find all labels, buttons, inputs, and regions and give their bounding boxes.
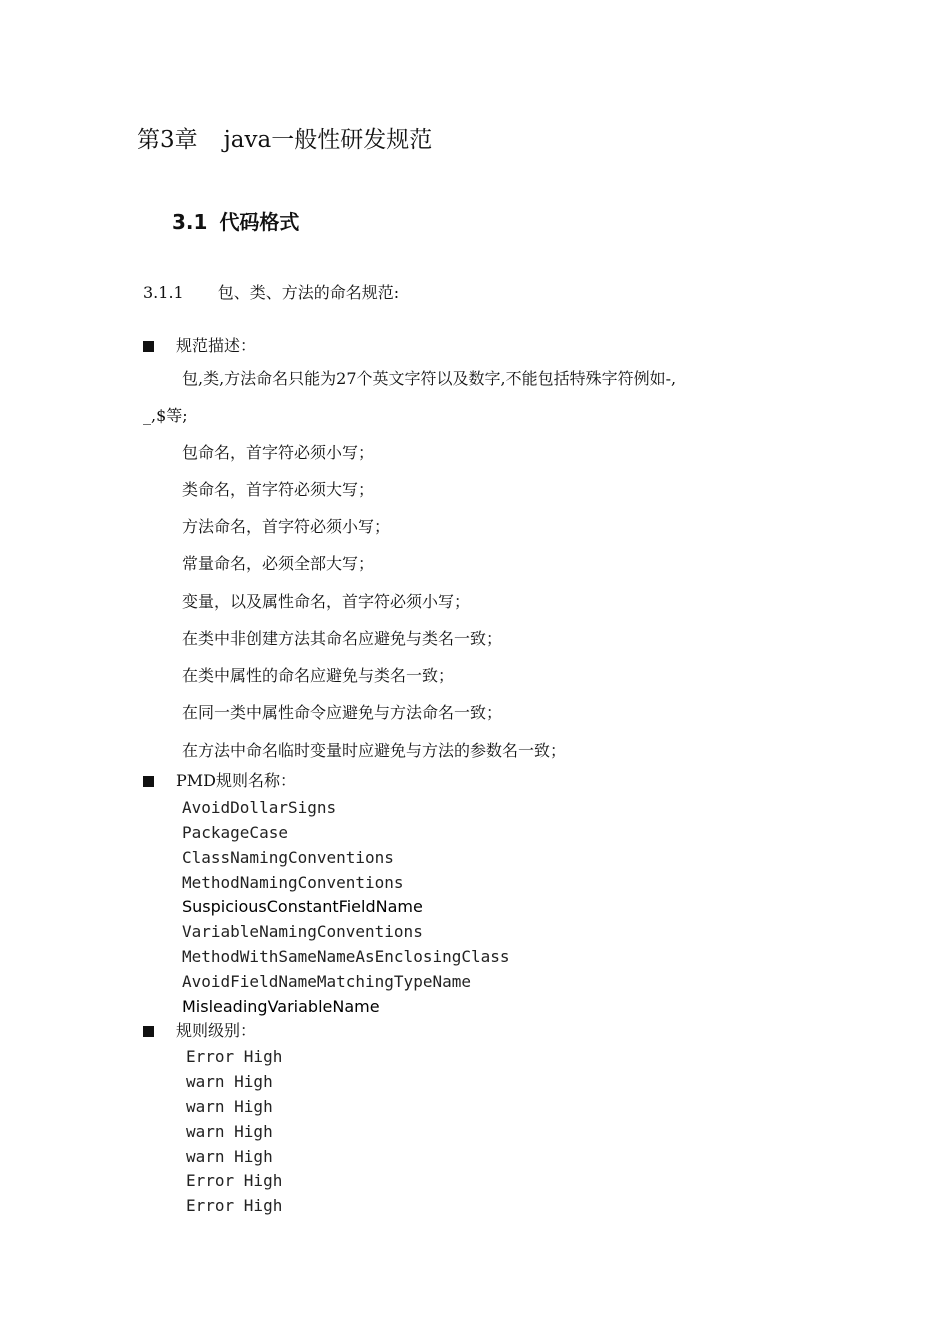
description-line: 变量，以及属性命名，首字符必须小写；	[182, 592, 471, 611]
pmd-rule-item: MethodWithSameNameAsEnclosingClass	[182, 947, 510, 966]
bullet-square-icon	[143, 341, 154, 352]
pmd-rules-heading	[143, 768, 296, 794]
rule-level-item: Error High	[186, 1196, 283, 1215]
description-heading-text: 规范描述：	[176, 336, 257, 355]
rule-level-item: Error High	[186, 1047, 283, 1066]
description-line: 包,类,方法命名只能为27个英文字符以及数字,不能包括特殊字符例如-,	[182, 369, 677, 388]
description-line: 在同一类中属性命令应避免与方法命名一致；	[182, 703, 503, 722]
pmd-rule-item: AvoidDollarSigns	[182, 798, 337, 817]
description-line: 在类中属性的命名应避免与类名一致；	[182, 666, 455, 685]
rule-levels-heading	[143, 1018, 256, 1044]
rule-level-item: Error High	[186, 1171, 283, 1190]
rule-level-item: warn High	[186, 1122, 273, 1141]
pmd-rule-item: PackageCase	[182, 823, 288, 842]
subsection-title: 包、类、方法的命名规范:	[217, 283, 400, 302]
rule-level-item: warn High	[186, 1097, 273, 1116]
pmd-rule-item: AvoidFieldNameMatchingTypeName	[182, 972, 471, 991]
description-line: 常量命名，必须全部大写；	[182, 554, 375, 573]
description-line: 方法命名，首字符必须小写；	[182, 517, 391, 536]
description-line: 包命名，首字符必须小写；	[182, 443, 375, 462]
description-line: _,$等;	[143, 406, 188, 425]
pmd-rule-item: MisleadingVariableName	[182, 997, 380, 1016]
rule-level-item: warn High	[186, 1147, 273, 1166]
pmd-rule-item: MethodNamingConventions	[182, 873, 404, 892]
subsection-heading	[143, 279, 399, 307]
pmd-rule-item: VariableNamingConventions	[182, 922, 423, 941]
pmd-rule-item: SuspiciousConstantFieldName	[182, 897, 423, 916]
rule-level-item: warn High	[186, 1072, 273, 1091]
bullet-square-icon	[143, 1026, 154, 1037]
description-line: 在类中非创建方法其命名应避免与类名一致；	[182, 629, 503, 648]
chapter-title: java一般性研发规范	[223, 127, 433, 153]
section-title: 代码格式	[219, 210, 300, 234]
chapter-heading	[137, 120, 432, 160]
rule-levels-heading-text: 规则级别：	[176, 1021, 257, 1040]
pmd-rule-item: ClassNamingConventions	[182, 848, 394, 867]
chapter-label: 第3章	[137, 127, 198, 153]
description-line: 类命名，首字符必须大写；	[182, 480, 375, 499]
subsection-number: 3.1.1	[143, 283, 184, 302]
section-heading	[172, 204, 299, 240]
pmd-rules-heading-text: PMD规则名称：	[176, 771, 296, 790]
description-heading	[143, 333, 256, 359]
description-line: 在方法中命名临时变量时应避免与方法的参数名一致；	[182, 741, 567, 760]
bullet-square-icon	[143, 776, 154, 787]
section-number: 3.1	[172, 210, 208, 234]
